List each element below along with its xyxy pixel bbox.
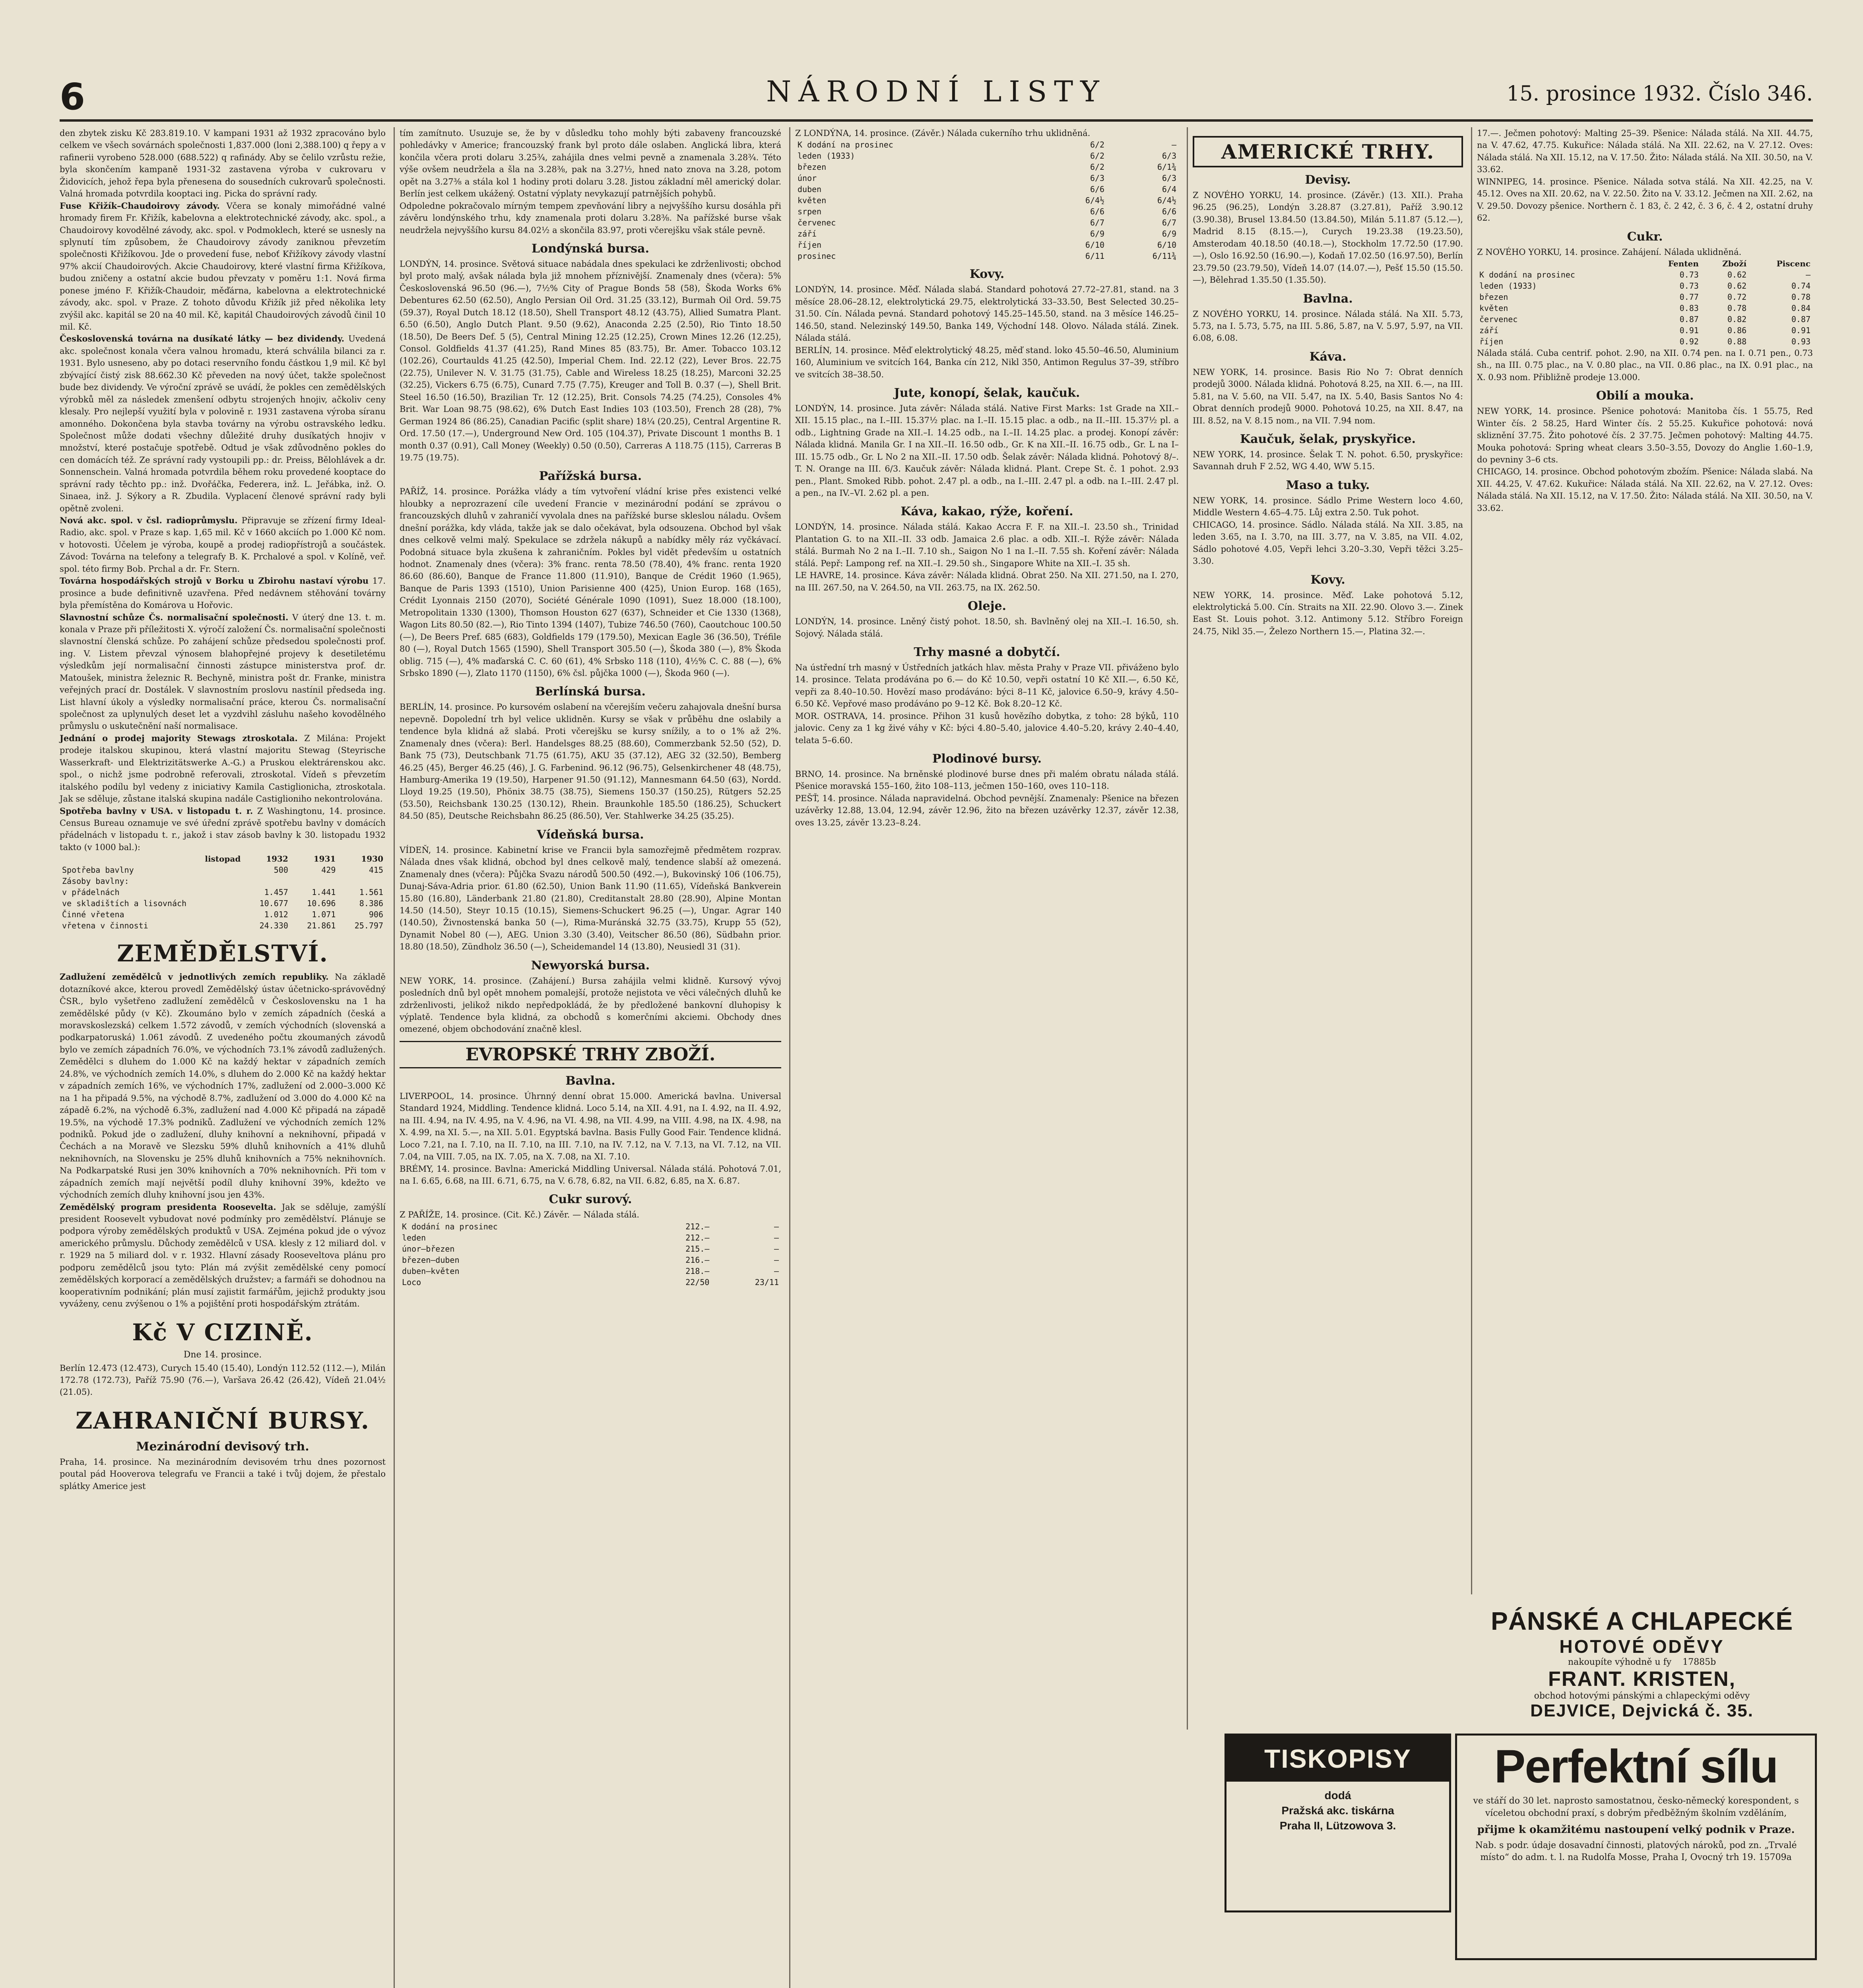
subsection-title: Devisy. <box>1305 173 1351 187</box>
newspaper-title: NÁRODNÍ LISTY <box>766 75 1106 108</box>
table-row <box>1477 336 1813 347</box>
article-text: Připravuje se zřízení firmy Ideal-Radio, akc. spol. v Praze s kap. 1,65 mil. Kč v 1660 akciích po 1.000 Kč nom. v hotovosti. Účelem je výroba, koupě a prodej radiopřístrojů a součástek. Závod: Továrna na telefony a telegrafy B. K. Prchalové a spol. v Kolíně, veř. spol. této firmy Bob. Prchal a dr. Fr. Stern. <box>60 516 386 574</box>
article-text: LONDÝN, 14. prosince. Měď. Nálada slabá. Standard pohotová 27.72–27.81, stand. na 3 měsíce 28.06–28.12, elektrolytická 29.75, elektrolytická 33–33.50, Best Selected 30.25–31.50. Cín. Nálada pevná. Standard pohotový 145.25–145.50, stand. na 3 měsíce 146.25–146.50, stand. Nelezinský 149.50, Banka 149, Východní 148. Olovo. Nálada stálá. Zinek. Nálada stálá. <box>795 285 1179 343</box>
subsection-title: Trhy masné a dobytčí. <box>914 645 1060 659</box>
row-label: únor <box>798 173 817 183</box>
table-cell: 906 <box>369 910 383 920</box>
table-cell: 0.77 <box>1679 292 1699 302</box>
row-label: březen <box>798 162 827 172</box>
table-cell: 6/2 <box>1090 140 1105 150</box>
table-cell: 6/11¾ <box>1152 251 1176 261</box>
article-text: BRÉMY, 14. prosince. Bavlna: Americká Middling Universal. Nálada stálá. Pohotová 7.01, na I. 6.65, 6.68, na III. 6.71, 6.75, na V. 6.78, 6.82, na VII. 6.82, 6.85, na X. 6.87. <box>400 1164 781 1186</box>
job-ad <box>1455 1734 1817 1960</box>
table-row <box>795 150 1179 161</box>
table-header: Zboží <box>1722 258 1747 268</box>
table-cell: 6/6 <box>1162 207 1176 217</box>
column-4 <box>1193 127 1463 637</box>
article-text: NEW YORK, 14. prosince. (Zahájení.) Bursa zahájila velmi klidně. Kursový vývoj posledních dnů byl opět mnohem pomalejší, protože nejistota ve věci válečných dluhů ke zdrženlivosti, jelikož nikdo nepředpokládá, že by předložené bankovní dluhopisy k výplatě. Tendence byla klidná, za obchodů s komerčními akciemi. Obchody dnes omezené, objem obchodování značně klesl. <box>400 976 781 1034</box>
article-text: Uvedená akc. společnost konala včera valnou hromadu, která schválila bilanci za r. 1931. Bylo usneseno, aby po dotaci reservního fondu částkou 1,9 mil. Kč byl zbývající čistý zisk 88.662.30 Kč převeden na nový účet, takže společnost bude bez dividendy. Ve výroční zprávě se uvádí, že pokles cen zemědělských výrobků měl za následek zmenšení odbytu strojených hnojiv, ačkoliv ceny klesaly. Pro nejlepší využití byla v polovině r. 1931 zastavena výroba síranu amonného. Dokončena byla stavba továrny na výrobu ostravského ledku. Společnost může dodati všechny důležité druhy dusíkatých hnojiv v množství, které postačuje spotřebě. Odtud je však zdůvodněno pokles do cen domácích též. Ze správní rady vystoupili pp.: dr. Preiss, Bělohlávek a dr. Sonnenschein. Valná hromada potvrdila během roku provedené kooptace do správní rady těchto pp.: inž. Dvořáčka, Federera, inž. L. Jeřábka, inž. O. Sinaea, inž. J. Sýkory a R. Zbudila. Vyplacení členové správní rady byli opětně zvoleni. <box>60 334 386 513</box>
table-cell <box>291 876 338 887</box>
table-row <box>60 909 386 920</box>
table-cell: — <box>774 1244 779 1254</box>
ad-subheadline: HOTOVÉ ODĚVY <box>1559 1636 1725 1657</box>
article-text: LONDÝN, 14. prosince. Světová situace nabádala dnes spekulaci ke zdrženlivosti; obchod byl proto malý, avšak nálada byla již mnohem příznivější. Znamenaly dnes (včera): 5% Československá 96.50 (96.—), 7½% City of Prague Bonds 58 (58), Škoda Works 6% Debentures 62.50 (62.50), Anglo Persian Oil Ord. 31.25 (33.12), Burmah Oil Ord. 59.75 (59.37), Royal Dutch 18.12 (18.50), Shell Transport 48.12 (43.75), Allied Sumatra Plant. 6.50 (6.50), Anglo Dutch Plant. 9.50 (9.62), Anaconda 2.25 (2.50), Rio Tinto 18.50 (18.50), De Beers Def. 5 (5), Central Mining 12.25 (12.25), Crown Mines 12.26 (12.25), Consol. Goldfields 41.37 (41.25), Rand Mines 85 (83.75), Br. Amer. Tobacco 103.12 (102.26), Courtaulds 41.25 (42.50), Imperial Chem. Ind. 22.12 (22), Lever Bros. 22.75 (22.75), Unilever N. V. 31.75 (31.75), Cable and Wireless 18.25 (18.25), Marconi 32.25 (32.25), Vickers 6.75 (6.75), Cunard 7.75 (7.75), Kreuger and Toll B. 0.37 (—), Shell Brit. Steel 16.50 (16.50), Brazilian Tr. 12 (12.25), Brit. Consols 74.25 (74.25), Consoles 4% Brit. War Loan 98.75 (98.62), 6% Dutch East Indies 103 (103.50), French 28 (28), 7% German 1924 86 (86.25), Canadian Pacific (split share) 18¼ (20.25), Central Argentine R. Ord. 17.50 (17.—), Underground New Ord. 105 (104.37), Private Discount 1 months B. 1 month 0.37 (0.91), Call Money (Weekly) 0.50 (0.50), Carreras A 118.75 (115), Carreras B 19.75 (19.75). <box>400 259 781 462</box>
section-title: EVROPSKÉ TRHY ZBOŽÍ. <box>400 1041 781 1068</box>
article-text: NEW YORK, 14. prosince. Basis Rio No 7: Obrat denních prodejů 3000. Nálada klidná. Pohotová 8.25, na XII. 6.—, na III. 5.81, na V. 5.60, na VII. 5.47, na IX. 5.40, Basis Santos No 4: Obrat denních prodejů 9000. Pohotová 10.25, na XII. 8.47, na III. 8.52, na V. 8.15 nom., na VII. 7.94 nom. <box>1193 367 1463 425</box>
article-text: WINNIPEG, 14. prosince. Pšenice. Nálada sotva stálá. Na XII. 42.25, na V. 45.12. Oves na XII. 20.62, na V. 22.50. Žito na V. 33.12. Ječmen na XII. 2.62, na V. 29.50. Dovozy pšenice. Northern č. 1 83, č. 2 42, č. 3 6, č. 4 2, ostatní druhy 62. <box>1477 177 1813 223</box>
subsection-title: Kaučuk, šelak, pryskyřice. <box>1240 432 1416 446</box>
table-cell: 216.— <box>685 1255 710 1265</box>
table-cell: 0.91 <box>1679 325 1699 335</box>
table-cell: 0.84 <box>1791 303 1811 313</box>
article-text: 17. prosince a bude definitivně uzavřena. Před nedávnem stěhování továrny byla přemístěna do Komárova u Hořovic. <box>60 576 386 610</box>
ad-number: 17885b <box>1683 1657 1716 1667</box>
row-label: K dodání na prosinec <box>402 1221 498 1231</box>
article-text: Z NOVÉHO YORKU, 14. prosince. Zahájení. Nálada uklidněná. <box>1477 247 1742 257</box>
article <box>60 805 386 854</box>
table-cell: 0.74 <box>1791 281 1811 291</box>
row-label: prosinec <box>798 251 836 261</box>
table-cell: 6/2 <box>1090 151 1105 161</box>
column-1 <box>60 127 386 1492</box>
table-cell: 0.86 <box>1727 325 1747 335</box>
table-row <box>795 184 1179 195</box>
table-cell: — <box>774 1233 779 1242</box>
ad-text-line: Nab. s podr. údaje dosavadní činnosti, platových nároků, pod zn. „Trvalé místo“ do adm. t. l. na Rudolfa Mosse, Praha I, Ovocný trh 19. <box>1475 1840 1797 1863</box>
table-row <box>1477 280 1813 291</box>
article <box>60 612 386 732</box>
row-label: Zásoby bavlny: <box>62 876 129 886</box>
ad-text: ve stáří do 30 let. naprosto samostatnou, česko-německý korespondent, s víceletou obchodní praxí, s dobrým předběžným školním vzděláním, <box>1473 1796 1799 1818</box>
table-cell: 1.012 <box>264 910 288 920</box>
article-text: Nálada stálá. Cuba centrif. pohot. 2.90, na XII. 0.74 pen. na I. 0.71 pen., 0.73 sh., na III. 0.75 plac., na V. 0.80 plac., na VII. 0.86 plac., na IX. 0.91 plac., na X. 0.93 nom. Přibližně prodeje 13.000. <box>1477 348 1813 382</box>
subsection-title: Vídeňská bursa. <box>537 827 644 842</box>
section-title: ZEMĚDĚLSTVÍ. <box>117 940 328 967</box>
article-headline: Zemědělský program presidenta Roosevelta. <box>60 1202 276 1212</box>
column-rule <box>394 127 395 1988</box>
table-cell: 21.861 <box>307 921 336 931</box>
section-title: ZAHRANIČNÍ BURSY. <box>76 1407 370 1434</box>
table-cell: 0.91 <box>1791 325 1811 335</box>
article-text: Z PAŘÍŽE, 14. prosince. (Cit. Kč.) Závěr. — Nálada stálá. <box>400 1210 640 1220</box>
row-label: Loco <box>402 1277 421 1287</box>
clothing-ad <box>1471 1606 1813 1726</box>
ad-text <box>1471 1657 1813 1667</box>
subsection-title: Newyorská bursa. <box>531 958 650 973</box>
article-text: MOR. OSTRAVA, 14. prosince. Přihon 31 kusů hovězího dobytka, z toho: 28 býků, 110 jalovic. Ceny za 1 kg živé váhy v Kč: býci 4.80–5.40, jalovice 4.40–5.20, krávy 2.40–4.40, telata 5–6.60. <box>795 711 1179 745</box>
table-header: 1931 <box>313 854 336 864</box>
article-headline: Slavnostní schůze Čs. normalisační společnosti. <box>60 612 289 622</box>
article-text: BRNO, 14. prosince. Na brněnské plodinové burse dnes při malém obratu nálada stálá. Pšenice moravská 155–160, žito 108–113, ječmen 150–160, oves 110–118. <box>795 769 1179 791</box>
table-cell: 6/2 <box>1090 162 1105 172</box>
row-label: leden (1933) <box>1479 281 1537 291</box>
ad-text <box>1457 1838 1815 1866</box>
table-cell: 0.83 <box>1679 303 1699 313</box>
table-cell: — <box>774 1221 779 1231</box>
row-label: září <box>1479 325 1499 335</box>
row-label: vřetena v činnosti <box>62 921 148 931</box>
article <box>60 200 386 333</box>
table-cell: 0.78 <box>1727 303 1747 313</box>
subsection-title: Bavlna. <box>1303 291 1353 306</box>
table-cell: 10.677 <box>259 899 288 909</box>
table-cell: 6/3 <box>1162 173 1176 183</box>
subsection-title: Plodinové bursy. <box>932 752 1042 766</box>
table-cell: 215.— <box>685 1244 710 1254</box>
article-text: LIVERPOOL, 14. prosince. Úhrnný denní obrat 15.000. Americká bavlna. Universal Standard 1924, Middling. Tendence klidná. Loco 5.14, na XII. 4.91, na I. 4.92, na II. 4.92, na III. 4.94, na IV. 4.95, na V. 4.96, na VI. 4.98, na VII. 4.99, na VIII. 4.98, na IX. 4.98, na X. 4.99, na XI. 5.—, na XII. 5.01. Egyptská bavlna. Basis Fully Good Fair. Tendence klidná. Loco 7.21, na I. 7.10, na II. 7.10, na III. 7.10, na IV. 7.12, na V. 7.13, na VI. 7.12, na VII. 7.04, na VIII. 7.05, na IX. 7.05, na X. 7.08, na XI. 7.10. <box>400 1091 781 1162</box>
table-cell: 1.457 <box>264 887 288 897</box>
table-row <box>60 920 386 931</box>
table-header <box>1477 258 1643 269</box>
column-rule <box>1187 127 1188 1730</box>
article-headline: Jednání o prodej majority Stewags ztroskotala. <box>60 733 298 743</box>
article <box>60 1201 386 1310</box>
subsection-title: Obilí a mouka. <box>1596 389 1694 403</box>
column-5 <box>1477 127 1813 514</box>
table-header-row <box>60 853 386 864</box>
page-number: 6 <box>60 76 85 118</box>
article-headline: Fuse Křižík–Chaudoirovy závody. <box>60 200 220 211</box>
column-3 <box>795 127 1179 829</box>
article <box>60 971 386 1201</box>
table-row <box>795 250 1179 262</box>
ad-headline: PÁNSKÉ A CHLAPECKÉ <box>1491 1607 1793 1635</box>
subsection-title: Pařížská bursa. <box>539 469 642 483</box>
subsection-title: Káva, kakao, rýže, koření. <box>900 505 1073 519</box>
table-row <box>795 228 1179 239</box>
table-row <box>795 139 1179 150</box>
row-label: září <box>798 229 817 239</box>
article-text: LONDÝN, 14. prosince. Nálada stálá. Kakao Accra F. F. na XII.–I. 23.50 sh., Trinidad Plantation G. to na XII.–II. 33 odb. Jamaica 2.6 plac. a odb. XII.–I. Rýže závěr: Nálada stálá. Burmah No 2 na I.–II. 7.10 sh., Saigon No 1 na I.–II. 7.55 sh. Koření závěr: Nálada stálá. Pepř: Lampong ref. na XII.–I. 29.50 sh., Singapore White na XII.–I. 35 sh. <box>795 522 1179 568</box>
table-cell: 0.72 <box>1727 292 1747 302</box>
article-headline: Spotřeba bavlny v USA. v listopadu t. r. <box>60 806 253 816</box>
table-row <box>1477 314 1813 325</box>
subsection-title: Jute, konopí, šelak, kaučuk. <box>894 386 1080 400</box>
article-text: LE HAVRE, 14. prosince. Káva závěr: Nálada klidná. Obrat 250. Na XII. 271.50, na I. 270, na III. 267.50, na V. 264.50, na VII. 263.75, na IX. 262.50. <box>795 571 1179 592</box>
table-cell: 1.561 <box>359 887 383 897</box>
ad-text: dodá Pražská akc. tiskárna Praha II, Lützowova 3. <box>1279 1789 1396 1832</box>
gibbs-ad <box>1189 1968 1817 1988</box>
article <box>60 514 386 575</box>
row-label: říjen <box>1479 336 1504 346</box>
section-date: Dne 14. prosince. <box>183 1349 262 1360</box>
column-2 <box>400 127 781 1288</box>
article-text: NEW YORK, 14. prosince. Pšenice pohotová: Manitoba čís. 1 55.75, Red Winter čís. 2 58.25, Hard Winter čís. 2 55.25. Kukuřice pohotová: nová skliznění 37.75. Žito pohotové čís. 2 37.75. Ječmen pohotový: Malting 44.75. Mouka pohotová: Spring wheat clears 3.50–3.55, Dovozy do Anglie 1.60–1.9, do pevniny 3–6 cts. <box>1477 406 1813 464</box>
table-cell: 0.73 <box>1679 270 1699 280</box>
article-text: den zbytek zisku Kč 283.819.10. V kampani 1931 až 1932 zpracováno bylo celkem ve všech sovárnách společnosti 1,837.000 (loni 2,388.100) q řepy a v rafinerii vyrobeno 528.000 (688.522) q rafinády. Aby se čelilo vzrůstu režie, byla skončením kampaně 1931-32 zastavena výroba v cukrovaru v Židovicích, jehož řepa byla přenesena do sousedních cukrovarů společnosti. Valná hromada potvrdila kooptaci ing. Picka do správní rady. <box>60 128 386 199</box>
subsection-title: Londýnská bursa. <box>531 241 650 256</box>
table-row <box>1477 303 1813 314</box>
table-header: listopad <box>205 854 241 864</box>
article-text: CHICAGO, 14. prosince. Obchod pohotovým zbožím. Pšenice: Nálada slabá. Na XII. 44.25, V. 47.62. Kukuřice: Nálada stálá. Na XII. 22.62, na V. 27.12. Oves: Nálada stálá. Na XII. 15.12, na V. 17.50. Žito: Nálada stálá. Na XII. 30.50, na V. 33.62. <box>1477 467 1813 513</box>
subsection-title: Bavlna. <box>565 1074 615 1088</box>
table-cell: 6/10 <box>1157 240 1176 250</box>
subsection-title: Berlínská bursa. <box>535 685 646 699</box>
article-text: Na ústřední trh masný v Ústředních jatkách hlav. města Prahy v Praze VII. přiváženo bylo 14. prosince. Telata prodávána po 6.— do Kč 10.50, vepři ostatní 10 Kč XII.—, 6.50 Kč, vepři za 8.40–10.50. Hovězí maso prodáváno: býci 8–11 Kč, jalovice 6.50–9, krávy 4.50–6.50 Kč. Vepřové maso prodáváno po 9–12 Kč. Bok 8.20–12 Kč. <box>795 662 1179 709</box>
article-text: Odpoledne pokračovalo mírným tempem zpevňování libry a nejvyššího kursu dosáhla při závěru londýnského trhu, kdy znamenala proti dolaru 3.28⅜. Na pařížské burse však neudržela nejvyššího kursu 84.02½ a skončila 83.97, proti včerejšku však stále pevně. <box>400 201 781 235</box>
table-cell: 0.82 <box>1727 314 1747 324</box>
table-row <box>1477 269 1813 280</box>
table-row <box>400 1243 781 1254</box>
table-cell: 6/4½ <box>1085 196 1105 206</box>
table-cell: 0.78 <box>1791 292 1811 302</box>
ad-text: obchod hotovými pánskými a chlapeckými oděvy <box>1534 1691 1750 1701</box>
row-label: leden (1933) <box>798 151 855 161</box>
table-cell: 6/4 <box>1162 184 1176 194</box>
table-cell: 212.— <box>685 1233 710 1242</box>
article-text: PAŘÍŽ, 14. prosince. Porážka vlády a tím vytvoření vládní krise přes existenci velké hloubky a neprozrazení cíle uvedení Francie v mezinárodní podání se zprávou o francouzských dluhů v zahraničí vyvolala dnes na pařížské burse skleslou náladu. Ovšem dnešní porážka, kdy vláda, takže jak se dalo očekávat, byla odsouzena. Obchod byl však dnes celkově velmi malý. Spekulace se zdržela nákupů a nabídky měly ráz vyčkávací. Podobná situace byla zkušena k zahraničním. Pokles byl vidět především u ostatních hodnot. Znamenaly dnes (včera): 3% franc. renta 78.50 (78.40), 4% franc. renta 1920 86.60 (86.60), Banque de France 11.800 (11.910), Banque de Crédit 1960 (1.965), Banque de Paris 1393 (1510), Union Parisienne 400 (425), Union Europ. 168 (165), Crédit Lyonnais 2150 (2070), Société Générale 1090 (1091), Suez 18.000 (18.100), Metropolitain 1330 (1300), Thomson Houston 627 (637), Schneider et Cie 1330 (1368), Wagon Lits 80.50 (82.—), Rio Tinto 1394 (1407), Tubize 746.50 (760), Caoutchouc 100.50 (—), De Beers Pref. 685 (683), Goldfields 179 (179.50), Mexican Eagle 36 (36.50), Tréfile 80 (—), Royal Dutch 1565 (1590), Shell Transport 305.50 (—), Škoda 380 (—), 8% Škoda oblig. 715 (—), 4% maďarská C. C. 60 (61), 4% Srbsko 118 (110), 4½% C. C. 88 (—), 6% Srbsko 1890 (—), Zlato 1170 (1150), 6% čsl. půjčka 1000 (—), Škoda 960 (—). <box>400 487 781 678</box>
row-label: červenec <box>798 218 836 228</box>
row-label: K dodání na prosinec <box>798 140 893 150</box>
table-cell: 429 <box>321 865 336 875</box>
row-label: květen <box>1479 303 1508 313</box>
table-header: Fenten <box>1668 258 1699 268</box>
ad-number: 15709a <box>1758 1852 1792 1863</box>
table-cell <box>243 876 291 887</box>
table-cell: 24.330 <box>259 921 288 931</box>
table-cell: 6/3 <box>1162 151 1176 161</box>
row-label: březen–duben <box>402 1255 460 1265</box>
sugar-table <box>795 139 1179 262</box>
table-cell: 0.93 <box>1791 336 1811 346</box>
table-row <box>400 1277 781 1288</box>
article-headline: Československá továrna na dusíkaté látky — bez dividendy. <box>60 334 345 344</box>
article-text: Na základě dotazníkové akce, kterou provedl Zemědělský ústav účetnicko-správovědný ČSR., bylo vyšetřeno zadlužení zemědělců v Československu na 1 ha zemědělské půdy (v Kč). Zkoumáno bylo v zemích západních (česká a moravskoslezská) celkem 1.572 závodů, v zemích východních (slovenská a podkarpatoruská) 1.061 závodů. Z uvedeného počtu zkoumaných závodů bylo ve zemích západních 76.0%, ve východních 73.1% závodů zadlužených. Zemědělci s dluhem do 1.000 Kč na každý hektar v západních zemích 24.8%, ve východních zemích 14.0%, s dluhem do 2.000 Kč na každý hektar v západních zemích 16%, ve východních 17%, zadlužení od 2.000–3.000 Kč na 1 ha připadá 9.5%, na východě 8.7%, zadlužení od 3.000 do 4.000 Kč na západě 6.2%, na východě 6.3%, zadlužení nad 4.000 Kč připadá na západě 19.5%, na východě 17.3% podniků. Zadlužení ve východních zemích 12% podniků. Pokud jde o zadlužení, dluhy knihovní a neknihovní, připadá v Čechách a na Moravě ve Slezsku 59% dluhů knihovních a 41% dluhů neknihovních, na Slovensku je 25% dluhů knihovních a 75% neknihovních. Na Podkarpatské Rusi jen 30% knihovních a 70% neknihovních. Při tom v západních zemích mají největší podíl dluhy knihovní 39%, kdežto ve východních zemích dluhy knihovní jsou jen 43%. <box>60 972 386 1200</box>
table-cell: 23/11 <box>755 1277 779 1287</box>
table-cell: 0.87 <box>1679 314 1699 324</box>
table-cell: 6/9 <box>1162 229 1176 239</box>
table-row <box>795 173 1179 184</box>
article-text: Z NOVÉHO YORKU, 14. prosince. Nálada stálá. Na XII. 5.73, 5.73, na I. 5.73, 5.75, na III. 5.86, 5.87, na V. 5.97, 5.97, na VII. 6.08, 6.08. <box>1193 309 1463 343</box>
table-cell: 0.87 <box>1791 314 1811 324</box>
subsection-title: Maso a tuky. <box>1286 478 1370 492</box>
article-headline: Továrna hospodářských strojů v Borku u Zbirohu nastaví výrobu <box>60 576 369 586</box>
article-text: NEW YORK, 14. prosince. Měď. Lake pohotová 5.12, elektrolytická 5.00. Cín. Straits na XII. 22.90. Olovo 3.—. Zinek East St. Louis pohot. 3.12. Antimony 5.12. Stříbro Foreign 24.75, Nikl 35.—, Železo Northern 15.—, Platina 32.—. <box>1193 590 1463 636</box>
article-text: tím zamítnuto. Usuzuje se, že by v důsledku toho mohly býti zabaveny francouzské pohledávky v Americe; francouzský frank byl proto dále oslaben. Anglická libra, která končila včera proti dolaru 3.25¾, zahájila dnes velmi pevně a znamenala 3.28¾. Této výše ovšem neudržela a šla na 3.28⅜, pak na 3.27½, hned nato znova na 3.28, potom opět na 3.27⅜ a stála kol 1 hodiny proti dolaru 3.28. Jistou základní měl americký dolar. Berlín jest celkem ukážený. Ostatní výplaty nevykazují patrnějších pohybů. <box>400 128 781 199</box>
table-row <box>1477 291 1813 303</box>
table-row <box>60 876 386 887</box>
article-text: 17.—. Ječmen pohotový: Malting 25–39. Pšenice: Nálada stálá. Na XII. 44.75, na V. 47.62, 47.75. Kukuřice: Nálada stálá. Na XII. 22.62, na V. 27.12. Oves: Nálada stálá. Na XII. 15.12, na V. 17.50. Žito: Nálada stálá. Na XII. 30.50, na V. 33.62. <box>1477 128 1813 175</box>
article-text: Z LONDÝNA, 14. prosince. (Závěr.) Nálada cukerního trhu uklidněná. <box>795 128 1091 138</box>
table-cell: 6/9 <box>1090 229 1105 239</box>
table-cell: 500 <box>274 865 288 875</box>
row-label: Činné vřetena <box>62 910 124 920</box>
ad-address: DEJVICE, Dejvická č. 35. <box>1530 1701 1754 1720</box>
row-label: červenec <box>1479 314 1518 324</box>
table-cell: 0.88 <box>1727 336 1747 346</box>
table-cell: 22/50 <box>685 1277 710 1287</box>
table-row <box>400 1266 781 1277</box>
article-text: Z Washingtonu, 14. prosince. Census Bureau oznamuje ve své úřední zprávě spotřebu bavlny v domácích přádelnách v listopadu t. r., jakož i stav zásob bavlny k 30. listopadu 1932 takto (v 1000 bal.): <box>60 806 386 852</box>
article-text: Praha, 14. prosince. Na mezinárodním devisovém trhu dnes pozornost poutal pád Hooverova telegrafu ve Francii a také i tvůj dojem, že přestalo splátky Americe jest <box>60 1457 386 1491</box>
article-text: PEŠŤ, 14. prosince. Nálada napravidelná. Obchod pevnější. Znamenaly: Pšenice na březen uzávěrky 12.88, 13.04, 12.94, závěr 12.96, žito na březen uzávěrky 12.37, závěr 12.38, oves 13.25, závěr 13.23–8.24. <box>795 793 1179 827</box>
row-label: leden <box>402 1233 426 1242</box>
table-row <box>400 1254 781 1266</box>
table-cell: 6/6 <box>1090 184 1105 194</box>
article <box>60 732 386 805</box>
table-cell: 10.696 <box>307 899 336 909</box>
row-label: květen <box>798 196 827 206</box>
table-row <box>400 1232 781 1243</box>
table-cell: — <box>774 1255 779 1265</box>
table-cell: 0.73 <box>1679 281 1699 291</box>
sugar-table <box>400 1221 781 1288</box>
table-cell: 25.797 <box>354 921 383 931</box>
article-headline: Nová akc. spol. v čsl. radioprůmyslu. <box>60 515 238 525</box>
article-text: Včera se konaly mimořádné valné hromady firem Fr. Křižík, kabelovna a elektrotechnické závody, akc. spol., a Chaudoirovy kovodělné závody, akc. spol. v Podmoklech, které se usnesly na splynutí tím způsobem, že Chaudoirovy závody zaniknou převzetím společnosti Křižíkovou. Jde o provedení fuse, neboť Křižíkovy závody vlastní 97% akcií Chaudoirových. Akcie Chaudoirovy, které vlastní firma Křižíkova, budou zničeny a ostatní akcie budou převzaty v poměru 1:1. Nová firma ponese jméno F. Křižík-Chaudoir, měďárna, kabelovna a elektrotechnické závody, akc. spol. v Praze. Z tohoto důvodu Křižík již před několika lety zvýšil akc. kapitál se 20 na 40 mil. Kč, kapitál Chaudoirových závodů činil 10 mil. Kč. <box>60 201 386 332</box>
table-cell: 415 <box>369 865 383 875</box>
column-rule <box>789 127 790 1988</box>
ad-text-bold: přijme k okamžitému nastoupení velký podnik v Praze. <box>1477 1823 1795 1836</box>
article-text: BERLÍN, 14. prosince. Po kursovém oslabení na včerejším večeru zahajovala dnešní bursa nepevně. Dopolední trh byl velice uklidněn. Kursy se však v průběhu dne oslabily a tendence byla klidná až slabá. Proti včerejšku se kursy snížily, a to o 1% až 2%. Znamenaly dnes (včera): Berl. Handelsges 88.25 (88.60), Commerzbank 52.50 (52), D. Bank 75 (73), Deutschbank 71.75 (61.75), AKU 35 (37.12), AEG 32 (32.50), Bemberg 46.25 (45), Berger 46.25 (46), J. G. Farbenind. 96.12 (96.75), Gelsenkirchener 48 (48.75), Hamburg-Amerika 19 (19.50), Harpener 91.50 (91.12), Mannesmann 64.50 (63), Nordd. Lloyd 19.25 (19.50), Phönix 38.75 (38.75), Siemens 150.37 (150.25), Rütgers 52.25 (53.50), Reichsbank 130.25 (130.12), Rhein. Braunkohle 185.50 (186.25), Schuckert 84.50 (85), Deutsche Reichsbahn 86.25 (86.50), Ver. Stahlwerke 34.25 (35.25). <box>400 702 781 821</box>
subsection-title: Oleje. <box>967 599 1006 613</box>
article-text: NEW YORK, 14. prosince. Šelak T. N. pohot. 6.50, pryskyřice: Savannah druh F 2.52, WG 4.40, WW 5.15. <box>1193 450 1463 472</box>
subsection-title: Kovy. <box>969 267 1005 282</box>
table-header-row <box>1477 258 1813 269</box>
issue-date: 15. prosince 1932. Číslo 346. <box>1506 82 1813 106</box>
subsection-title: Mezinárodní devisový trh. <box>136 1439 309 1454</box>
table-row <box>795 217 1179 228</box>
article-text: V úterý dne 13. t. m. konala v Praze při příležitosti X. výročí založení Čs. normalisační společnosti slavnostní členská schůze. Po zahájení schůze předsedou společnosti prof. ing. V. Listem převzal výnosem blahopřejné projevy k desetiletému výsledkům její normalisační činnosti zástupce ministerstva prof. dr. Matoušek, ministra železnic R. Bechyně, ministra pošt dr. Franke, ministra veřejných prací dr. Dostálek. V slavnostním proslovu nastínil předseda ing. List hlavní úkoly a výsledky normalisační práce, kterou Čs. normalisační společnost za uplynulých deset let a vyzdvihl zásluhu našeho kovodělného průmyslu o uskutečnění naší normalisace. <box>60 612 386 731</box>
subsection-title: Cukr surový. <box>549 1192 632 1207</box>
article-text: Z NOVÉHO YORKU, 14. prosince. (Závěr.) (13. XII.). Praha 96.25 (96.25), Londýn 3.28.87 (3.27.81), Paříž 3.90.12 (3.90.38), Brusel 13.84.50 (13.84.50), Milán 5.11.87 (5.12.—), Madrid 8.15 (8.15.—), Curych 19.23.38 (19.23.50), Amsterodam 40.18.50 (40.18.—), Stockholm 17.72.50 (17.90.—), Oslo 16.92.50 (16.90.—), Kodaň 17.02.50 (16.97.50), Berlín 23.79.50 (23.79.50), Vídeň 14.07 (14.07.—), Pešť 15.50 (15.50.—), Bělehrad 1.35.50 (1.35.50). <box>1193 190 1463 285</box>
ad-company: FRANT. KRISTEN, <box>1548 1668 1736 1691</box>
table-row <box>400 1221 781 1232</box>
article-headline: Zadlužení zemědělců v jednotlivých zemích republiky. <box>60 972 329 982</box>
article-text: LONDÝN, 14. prosince. Juta závěr: Nálada stálá. Native First Marks: 1st Grade na XII.–XII. 15.15 plac., na I.–III. 15.37½ plac. na I.–II. 15.15 plac. a odb., na II.–III. 15.37½ pl. a odb., Lightning Grade na XII.–I. 14.25 odb., na I.–II. 14.25 plac. a prodej. Konopí závěr: Nálada klidná. Manila Gr. I na XII.–II. 16.50 odb., Gr. K na XII.–II. 16.75 odb., Gr. L na I–III. 15.75 odb., Gr. L No 2 na XII.–II. 17.50 odb. Šelak závěr: Nálada klidná. Pohotový 8/–. T. N. Orange na III. 6/3. Kaučuk závěr: Nálada klidná. Plant. Crepe St. č. 1 pohot. 2.93 pen., Plant. Smoked Ribb. pohot. 2.47 pl. a odb., na I.–III. 2.47 pl. a odb. na I.–III. 2.47 pl. a pen., na IV.–VI. 2.62 pl. a pen. <box>795 403 1179 498</box>
page-header <box>60 72 1813 122</box>
article-text: Berlín 12.473 (12.473), Curych 15.40 (15.40), Londýn 112.52 (112.—), Milán 172.78 (172.73), Paříž 75.90 (76.—), Varšava 26.42 (26.42), Vídeň 21.04½ (21.05). <box>60 1363 386 1397</box>
table-header: Piscenc <box>1776 258 1811 268</box>
subsection-title: Cukr. <box>1627 229 1663 244</box>
table-row <box>60 864 386 876</box>
row-label: K dodání na prosinec <box>1479 270 1575 280</box>
table-row <box>1477 325 1813 336</box>
ad-headline: Perfektní sílu <box>1494 1740 1778 1793</box>
article <box>60 575 386 611</box>
article-text: Jak se sděluje, zamýšlí president Roosevelt vybudovat nové podmínky pro zemědělství. Plánuje se podpora výroby zemědělských produktů v USA. Zejména pokud jde o vývoz amerického průmyslu. Důchody zemědělců v USA. klesly z 12 miliard dol. v r. 1929 na 5 miliard dol. v r. 1932. Hlavní zásady Rooseveltova plánu pro podporu zemědělců jsou tyto: Plán má zvýšit zemědělské ceny pomocí zemědělských korporací a zemědělských družstev; a farmáři se dohodnou na kooperativním podnikání; plán musí zajistit farmářům, jejichž produkty jsou vyváženy, cenu zvýšenou o 1% a pojištění proti hospodářským ztrátám. <box>60 1202 386 1309</box>
table-cell: 6/7 <box>1162 218 1176 228</box>
table-row <box>795 161 1179 173</box>
section-title: Kč V CIZINĚ. <box>132 1318 313 1346</box>
article <box>60 333 386 514</box>
table-cell: 218.— <box>685 1266 710 1276</box>
article-text: NEW YORK, 14. prosince. Sádlo Prime Western loco 4.60, Middle Western 4.65–4.75. Lůj extra 2.50. Tuk pohot. <box>1193 495 1463 518</box>
table-cell: 6/7 <box>1090 218 1105 228</box>
article-text: CHICAGO, 14. prosince. Sádlo. Nálada stálá. Na XII. 3.85, na leden 3.65, na I. 3.70, na III. 3.77, na V. 3.85, na VII. 4.02, Sádlo pohotové 4.05, Vepři lehci 3.20–3.30, Vepři těžci 3.25–3.30. <box>1193 520 1463 566</box>
subsection-title: Kovy. <box>1310 573 1345 587</box>
table-cell: 0.92 <box>1679 336 1699 346</box>
sugar-table <box>1477 258 1813 347</box>
table-cell: 0.62 <box>1727 270 1747 280</box>
table-cell <box>338 876 386 887</box>
row-label: duben <box>798 184 822 194</box>
table-cell: 6/3 <box>1090 173 1105 183</box>
row-label: Spotřeba bavlny <box>62 865 134 875</box>
article-text: BERLÍN, 14. prosince. Měď elektrolytický 48.25, měď stand. loko 45.50–46.50, Aluminium 160, Aluminium ve svitcích 164, Banka cín 212, Nikl 350, Antimon Regulus 37–39, stříbro ve svitcích 38–38.50. <box>795 345 1179 379</box>
cotton-table <box>60 853 386 931</box>
ad-headline: TISKOPISY <box>1226 1736 1449 1782</box>
column-rule <box>1471 127 1472 1594</box>
row-label: srpen <box>798 207 822 217</box>
table-cell: 6/11 <box>1085 251 1105 261</box>
row-label: říjen <box>798 240 822 250</box>
subsection-title: Káva. <box>1309 349 1347 364</box>
row-label: únor–březen <box>402 1244 455 1254</box>
table-cell: 6/10 <box>1085 240 1105 250</box>
table-cell: 0.62 <box>1727 281 1747 291</box>
article-text: Z Milána: Projekt prodeje italskou skupinou, která vlastní majoritu Stewag (Steyrische Wasserkraft- und Elektrizitätswerke A.-G.) a Pruskou elektrárenskou akc. spol., o nichž jsme podrobně referovali, ztroskotal. Vídeň s převzetím italského podílu byl vedeny z iniciativy Kamila Castiglionicha, ztroskotala. Jak se sděluje, zůstane italská skupina nadále Castiglioniho nekontrolována. <box>60 733 386 804</box>
table-cell: 6/1¾ <box>1157 162 1176 172</box>
table-cell: 8.386 <box>359 899 383 909</box>
article-text: LONDÝN, 14. prosince. Lněný čistý pohot. 18.50, sh. Bavlněný olej na XII.–I. 16.50, sh. Sojový. Nálada stálá. <box>795 617 1179 639</box>
row-label: ve skladištích a lisovnách <box>62 899 187 909</box>
table-row <box>60 898 386 909</box>
table-row <box>795 239 1179 250</box>
table-cell: 212.— <box>685 1221 710 1231</box>
tiskopisy-ad <box>1225 1734 1451 1912</box>
ad-text-line: nakoupíte výhodně u fy <box>1568 1657 1672 1667</box>
row-label: v přádelnách <box>62 887 120 897</box>
table-header: 1932 <box>266 854 288 864</box>
table-cell: — <box>1805 270 1811 280</box>
table-row <box>795 206 1179 217</box>
table-header: 1930 <box>361 854 383 864</box>
table-cell: 6/4½ <box>1157 196 1176 206</box>
table-cell: — <box>774 1266 779 1276</box>
row-label: duben–květen <box>402 1266 460 1276</box>
table-cell: 1.441 <box>312 887 336 897</box>
table-cell: 1.071 <box>312 910 336 920</box>
table-cell: 6/6 <box>1090 207 1105 217</box>
table-row <box>60 887 386 898</box>
row-label: březen <box>1479 292 1508 302</box>
article-text: VÍDEŇ, 14. prosince. Kabinetní krise ve Francii byla samozřejmě předmětem rozprav. Nálada dnes však klidná, obchod byl dnes celkově malý, tendence slabší až omezená. Znamenaly dnes (včera): Půjčka Svazu národů 500.50 (492.—), Bukovinský 106 (106.75), Dunaj-Sáva-Adria prior. 61.80 (62.50), Union Bank 11.90 (11.65), Vídeňská Bankverein 15.80 (16.80), Länderbank 21.80 (21.80), Creditanstalt 28.80 (28.90), Alpine Montan 14.50 (14.50), Steyr 10.15 (10.15), Siemens-Schuckert 96.25 (—), Ungar. Agrar 140 (140.50), Živnostenská banka 50 (—), Rima-Muránská 32.75 (33.75), Krupp 55 (52), Dynamit Nobel 80 (—), AEG. Union 3.30 (3.40), Veitscher 86.50 (86), Südbahn prior. 18.80 (18.50), Zündholz 36.50 (—), Scheidemandel 14 (13.80), Neusiedl 31 (31). <box>400 845 781 952</box>
table-cell: — <box>1171 140 1176 150</box>
section-title: AMERICKÉ TRHY. <box>1193 136 1463 167</box>
table-row <box>795 195 1179 206</box>
